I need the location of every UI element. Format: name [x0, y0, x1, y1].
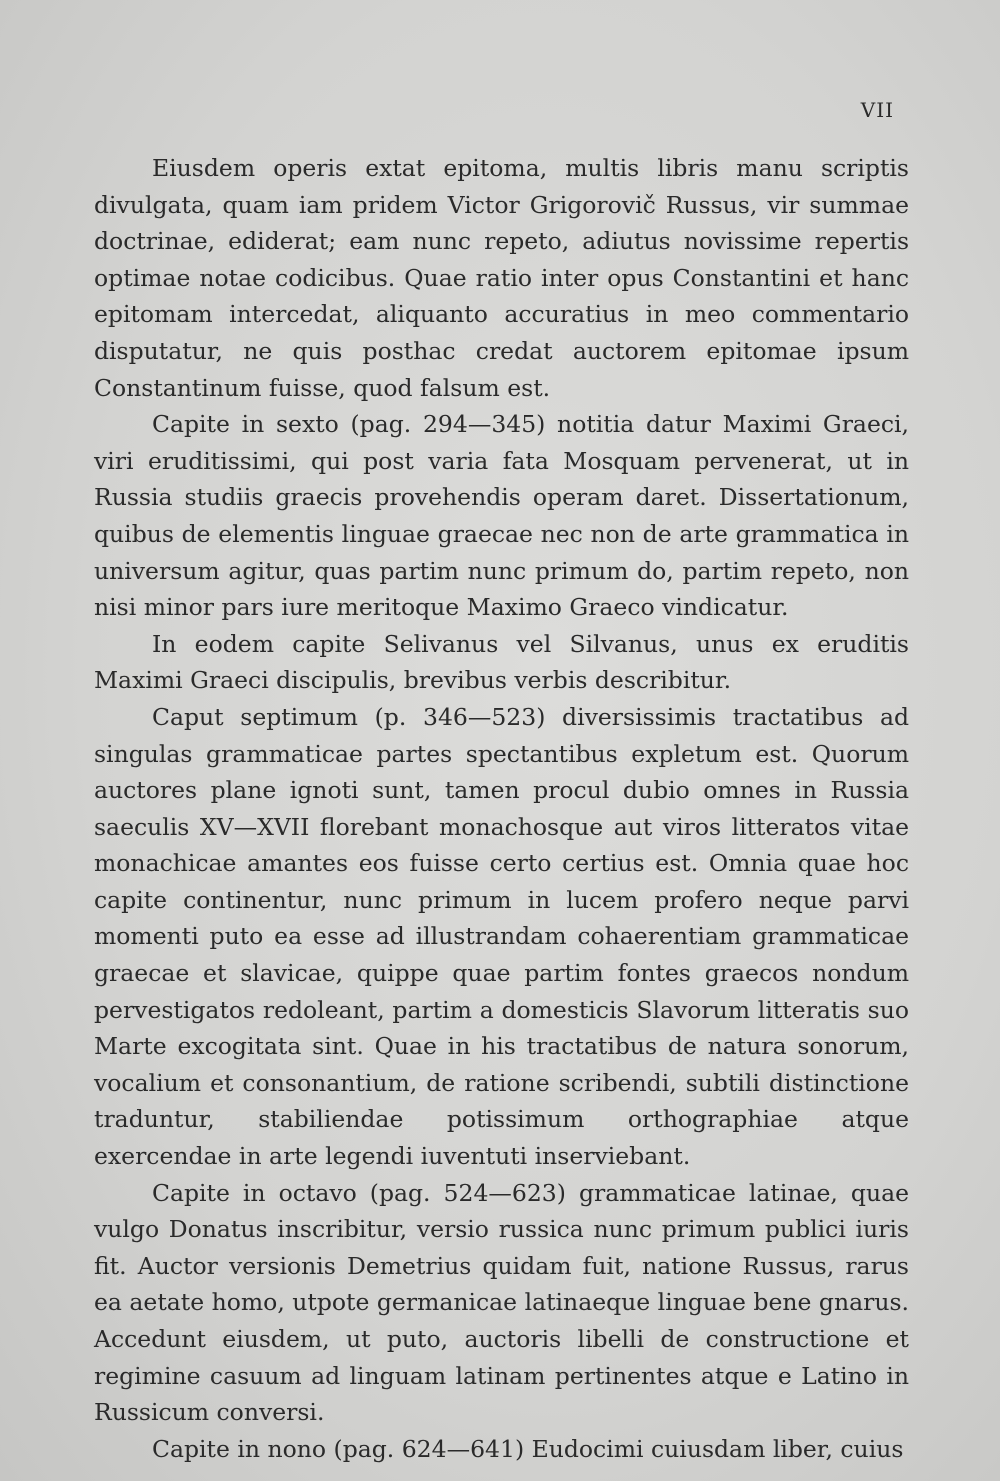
body-text [94, 150, 909, 1467]
paragraph-caput-sextum: Capite in sexto (pag. 294—345) notitia datur Maximi Graeci, viri eruditissimi, qui post varia fata Mosquam pervenerat, ut in Russia studiis graecis provehendis operam daret. Dissertationum, quibus de elementis linguae graecae nec non de arte grammatica in universum agitur, quas partim nunc primum do, partim repeto, non nisi minor pars iure meritoque Maximo Graeco vindicatur. [94, 410, 909, 622]
paragraph-caput-octavum: Capite in octavo (pag. 524—623) grammaticae latinae, quae vulgo Donatus inscribitur, versio russica nunc primum publici iuris fit. Auctor versionis Demetrius quidam fuit, natione Russus, rarus ea aetate homo, utpote germanicae latinaeque linguae bene gnarus. Accedunt eiusdem, ut puto, auctoris libelli de constructione et regimine casuum ad linguam latinam pertinentes atque e Latino in Russicum conversi. [94, 1178, 909, 1427]
paragraph-selivanus: In eodem capite Selivanus vel Silvanus, unus ex eruditis Maximi Graeci discipulis, brevibus verbis describitur. [94, 629, 909, 695]
page-number: VII [860, 98, 894, 122]
paragraph-caput-septimum: Caput septimum (p. 346—523) diversissimis tractatibus ad singulas grammaticae partes spectantibus expletum est. Quorum auctores plane ignoti sunt, tamen procul dubio omnes in Russia saeculis XV—XVII florebant monachosque aut viros litteratos vitae monachicae amantes eos fuisse certo certius est. Omnia quae hoc capite continentur, nunc primum in lucem profero neque parvi momenti puto ea esse ad illustrandam cohaerentiam grammaticae graecae et slavicae, quippe quae partim fontes graecos nondum pervestigatos redoleant, partim a domesticis Slavorum litteratis suo Marte excogitata sint. Quae in his tractatibus de natura sonorum, vocalium et consonantium, de ratione scribendi, subtili distinctione traduntur, stabiliendae potissimum orthographiae atque exercendae in arte legendi iuventuti inserviebant. [94, 702, 909, 1171]
paragraph-epitoma: Eiusdem operis extat epitoma, multis libris manu scriptis divulgata, quam iam pridem Victor Grigorovič Russus, vir summae doctrinae, ediderat; eam nunc repeto, adiutus novissime repertis optimae notae codicibus. Quae ratio inter opus Constantini et hanc epitomam intercedat, aliquanto accuratius in meo commentario disputatur, ne quis posthac credat auctorem epitomae ipsum Constantinum fuisse, quod falsum est. [94, 154, 909, 402]
paragraph-caput-nonum: Capite in nono (pag. 624—641) Eudocimi cuiusdam liber, cuius [152, 1434, 904, 1463]
